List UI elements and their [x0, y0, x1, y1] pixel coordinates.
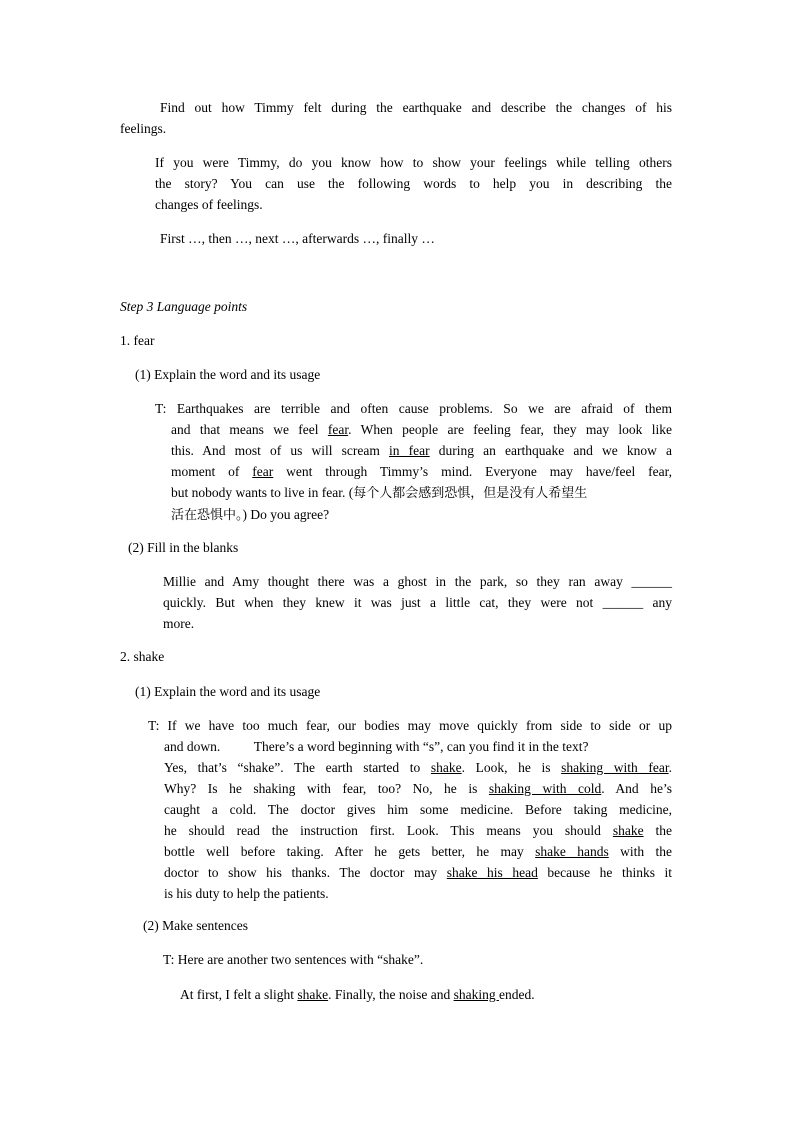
fear-fill-exercise: [163, 571, 672, 634]
shake-example-sentence: [180, 984, 535, 1005]
fear-explain-heading: (1) Explain the word and its usage: [135, 367, 321, 382]
fear-line-2: and that means we feel fear. When people are feeling fear, they may look like: [171, 422, 672, 437]
underline-shake-3: shake: [297, 987, 329, 1002]
shake-line-7: bottle well before taking. After he gets better, he may shake hands with the: [164, 844, 673, 859]
chinese-translation-2: 活在恐惧中。: [171, 508, 243, 523]
shake-make-heading: (2) Make sentences: [143, 918, 248, 933]
underline-in-fear: in fear: [389, 443, 430, 458]
shake-line-2: and down. There’s a word beginning with “s”, can you find it in the text?: [164, 739, 589, 754]
fear-line-4: moment of fear went through Timmy’s mind. Everyone may have/feel fear,: [171, 464, 672, 479]
underline-fear-2: fear: [252, 464, 274, 479]
shake-line-6: he should read the instruction first. Look. This means you should shake the: [164, 823, 672, 838]
fear-line-3: this. And most of us will scream in fear during an earthquake and we know a: [171, 443, 672, 458]
shake-line-1: T: If we have too much fear, our bodies may move quickly from side to side or up: [148, 718, 672, 733]
sequence-words-text: First …, then …, next …, afterwards …, finally …: [160, 231, 435, 246]
shake-line-9: is his duty to help the patients.: [164, 886, 329, 901]
task-line-2: feelings.: [120, 121, 167, 136]
sequence-words: [160, 228, 435, 249]
prompt-line-3: changes of feelings.: [155, 197, 263, 212]
shake-line-4: Why? Is he shaking with fear, too? No, he is shaking with cold. And he’s: [164, 781, 672, 796]
prompt-line-1: If you were Timmy, do you know how to show your feelings while telling others: [155, 155, 672, 170]
fear-title: 1. fear: [120, 333, 155, 348]
task-line-1: Find out how Timmy felt during the earthquake and describe the changes of his: [160, 100, 672, 115]
fear-line-6: 活在恐惧中。) Do you agree?: [171, 507, 330, 523]
shake-explain-heading: (1) Explain the word and its usage: [135, 684, 321, 699]
prompt-line-2: the story? You can use the following words to help you in describing the: [155, 176, 672, 191]
shake-make-intro: T: Here are another two sentences with “shake”.: [163, 952, 424, 967]
fear-fill-heading: (2) Fill in the blanks: [128, 540, 239, 555]
shake-example-line: At first, I felt a slight shake. Finally, the noise and shaking ended.: [180, 987, 535, 1002]
fear-line-5: but nobody wants to live in fear. (每个人都会感到恐惧，但是没有人希望生: [171, 485, 588, 501]
fill-line-3: more.: [163, 616, 195, 631]
underline-shaking: shaking: [453, 987, 499, 1002]
underline-fear: fear: [327, 422, 349, 437]
prompt-paragraph: [155, 152, 672, 215]
shake-line-8: doctor to show his thanks. The doctor may shake his head because he thinks it: [164, 865, 672, 880]
shake-line-3: Yes, that’s “shake”. The earth started to shake. Look, he is shaking with fear.: [164, 760, 672, 775]
underline-shake: shake: [430, 760, 462, 775]
shake-line-5: caught a cold. The doctor gives him some medicine. Before taking medicine,: [164, 802, 672, 817]
underline-shake-his-head: shake his head: [446, 865, 538, 880]
fill-line-2: quickly. But when they knew it was just a little cat, they were not ______ any: [163, 595, 672, 610]
task-paragraph: [120, 97, 672, 139]
underline-shaking-with-cold: shaking with cold: [488, 781, 602, 796]
underline-shake-hands: shake hands: [535, 844, 609, 859]
shake-explanation: [148, 715, 672, 904]
fill-line-1: Millie and Amy thought there was a ghost in the park, so they ran away ______: [163, 574, 672, 589]
chinese-translation-1: 每个人都会感到恐惧，但是没有人希望生: [353, 486, 588, 501]
step3-heading: Step 3 Language points: [120, 299, 248, 314]
shake-title: 2. shake: [120, 649, 165, 664]
underline-shake-2: shake: [612, 823, 644, 838]
underline-shaking-with-fear: shaking with fear: [561, 760, 669, 775]
fear-line-1: T: Earthquakes are terrible and often cause problems. So we are afraid of them: [155, 401, 672, 416]
fear-explanation: [155, 398, 672, 526]
